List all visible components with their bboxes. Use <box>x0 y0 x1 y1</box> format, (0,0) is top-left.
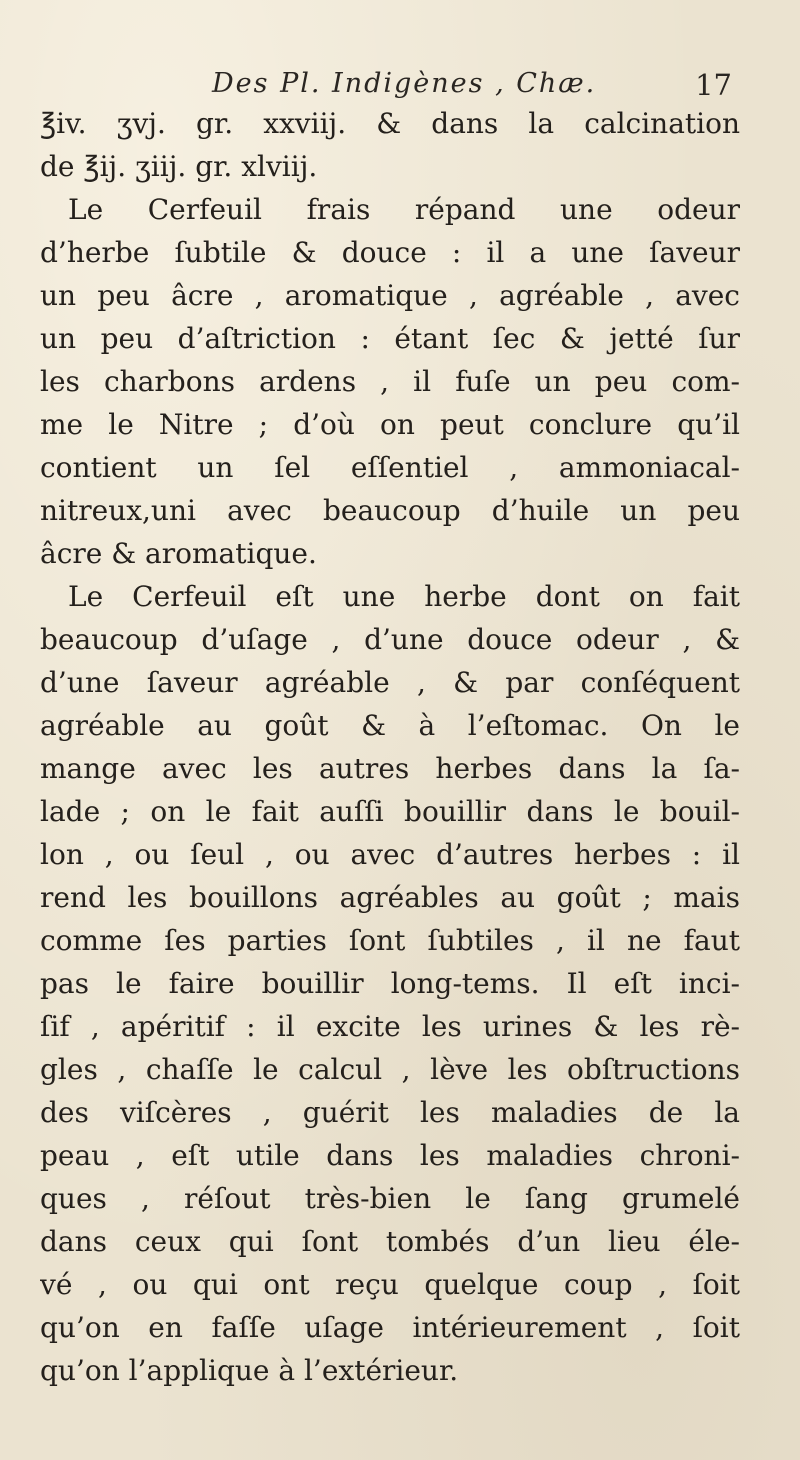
text-line: agréable au goût & à l’eſtomac. On le <box>40 709 740 742</box>
text-line: qu’on l’applique à l’extérieur. <box>40 1354 459 1387</box>
text-line: gles , chaſſe le calcul , lève les obſtructions <box>40 1053 740 1086</box>
text-line: beaucoup d’uſage , d’une douce odeur , & <box>40 623 740 656</box>
text-line: ℥iv. ʒvj. gr. xxviij. & dans la calcination <box>40 107 740 140</box>
text-line: vé , ou qui ont reçu quelque coup , ſoit <box>40 1268 740 1301</box>
text-line: lon , ou ſeul , ou avec d’autres herbes : il <box>40 838 740 871</box>
text-line: Le Cerfeuil eſt une herbe dont on fait <box>68 580 740 613</box>
text-line: un peu âcre , aromatique , agréable , avec <box>40 279 740 312</box>
text-line: lade ; on le fait auſſi bouillir dans le bouil- <box>40 795 740 828</box>
text-line: nitreux,uni avec beaucoup d’huile un peu <box>40 494 740 527</box>
body-text <box>40 102 740 1392</box>
text-line: me le Nitre ; d’où on peut conclure qu’il <box>40 408 740 441</box>
text-line: ſif , apéritif : il excite les urines & les rè- <box>40 1010 740 1043</box>
text-line: des viſcères , guérit les maladies de la <box>40 1096 740 1129</box>
text-line: Le Cerfeuil frais répand une odeur <box>68 193 740 226</box>
text-line: d’une ſaveur agréable , & par conſéquent <box>40 666 740 699</box>
text-line: âcre & aromatique. <box>40 537 317 570</box>
running-title: Des Pl. Indigènes , Chæ. <box>212 68 597 99</box>
text-line: contient un ſel eſſentiel , ammoniacal- <box>40 451 740 484</box>
text-line: rend les bouillons agréables au goût ; mais <box>40 881 740 914</box>
text-line: dans ceux qui ſont tombés d’un lieu éle- <box>40 1225 740 1258</box>
text-line: comme ſes parties ſont ſubtiles , il ne faut <box>40 924 740 957</box>
text-line: mange avec les autres herbes dans la ſa- <box>40 752 740 785</box>
text-line: d’herbe ſubtile & douce : il a une ſaveur <box>40 236 740 269</box>
text-line: un peu d’aſtriction : étant ſec & jetté ſur <box>40 322 740 355</box>
text-line: de ℥ij. ʒiij. gr. xlviij. <box>40 150 318 183</box>
text-line: peau , eſt utile dans les maladies chroni- <box>40 1139 740 1172</box>
text-line: les charbons ardens , il fuſe un peu com- <box>40 365 740 398</box>
text-line: ques , réſout très-bien le ſang grumelé <box>40 1182 740 1215</box>
text-line: qu’on en faſſe uſage intérieurement , ſoit <box>40 1311 740 1344</box>
page-number: 17 <box>695 68 732 102</box>
text-line: pas le faire bouillir long-tems. Il eſt inci- <box>40 967 740 1000</box>
